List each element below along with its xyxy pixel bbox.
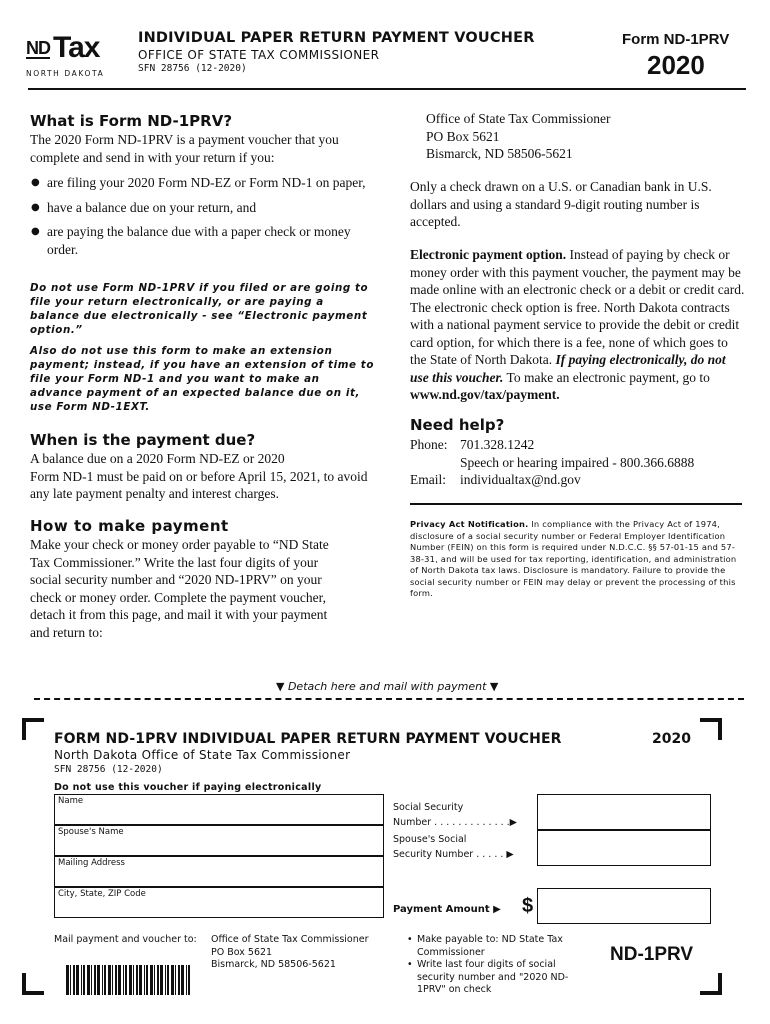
voucher-office: North Dakota Office of State Tax Commissioner [54,748,351,762]
privacy-lead: Privacy Act Notification. [410,519,529,529]
voucher-title: FORM ND-1PRV INDIVIDUAL PAPER RETURN PAYMENT VOUCHER [54,731,562,747]
office-name: OFFICE OF STATE TAX COMMISSIONER [138,48,380,62]
payment-instructions [407,934,577,997]
email-address[interactable]: individualtax@nd.gov [460,472,581,487]
list-item: ● have a balance due on your return, and [30,199,370,217]
logo-state: NORTH DAKOTA [26,69,105,78]
voucher-address-line-3: Bismarck, ND 58506-5621 [211,959,336,970]
logo-tax: Tax [53,31,100,64]
phone-label: Phone: [410,437,448,452]
city-state-zip-field[interactable] [54,887,384,918]
voucher-mail-address [211,934,369,972]
dollar-sign: $ [522,895,534,917]
nd-tax-logo [26,33,118,81]
voucher-sfn: SFN 28756 (12-2020) [54,764,163,775]
spouse-ssn-field[interactable] [537,830,711,866]
crop-mark-bottom-left [22,973,44,995]
electronic-emphasis: If paying electronically, do not use this voucher. [410,352,726,385]
when-line-2: Form ND-1 must be paid on or before April 15, 2021, to avoid any late payment penalty and interest charges. [30,468,368,501]
form-year: 2020 [647,50,705,80]
how-heading: How to make payment [30,517,229,535]
when-line-1: A balance due on a 2020 Form ND-EZ or 2020 [30,451,285,466]
mail-to-label: Mail payment and voucher to: [54,934,197,945]
help-heading: Need help? [410,416,505,434]
what-heading: What is Form ND-1PRV? [30,112,233,130]
sfn-number: SFN 28756 (12-2020) [138,63,247,74]
spouse-ssn-label-line-2: Security Number . . . . . ▶ [393,849,514,860]
address-line-2: PO Box 5621 [426,128,500,144]
when-text [30,450,370,503]
voucher-address-line-2: PO Box 5621 [211,946,273,958]
address-line-3: Bismarck, ND 58506-5621 [426,146,573,161]
electronic-warning: Do not use Form ND-1PRV if you filed or are going to file your return electronically, or are paying a balance due electronically - see “Electronic payment option.” [30,282,369,336]
privacy-text: In compliance with the Privacy Act of 1974, disclosure of a social security number or Federal Employer Identification Number (FEIN) on this form is required under N.D.C.C. §§ 57-01-15 and 57-38-31, and will be used for tax reporting, identification, and administration of North Dakota tax laws. Disclosure is mandatory. Failure to provide the social security number or FEIN may delay or prevent the processing of this form. [410,519,737,598]
what-bullet-list [30,174,370,265]
payment-amount-field[interactable] [537,888,711,924]
crop-mark-top-left [22,718,44,740]
list-item: • Make payable to: ND State Tax Commissioner [407,934,577,959]
extension-warning: Also do not use this form to make an extension payment; instead, if you have an extension of time to file your Form ND-1 and you want to make an advance payment of an expected balance due on it, use Form ND-1EXT. [30,345,375,413]
payment-amount-label: Payment Amount ▶ [393,904,501,915]
help-divider [410,503,742,505]
detach-instruction: ▼ Detach here and mail with payment ▼ [272,680,502,693]
phone-number[interactable]: 701.328.1242 [460,437,535,452]
voucher-form-number: ND-1PRV [610,944,694,965]
help-contacts [410,436,750,489]
what-intro: The 2020 Form ND-1PRV is a payment voucher that you complete and send in with your return if you: [30,132,339,165]
electronic-payment-option [410,246,745,404]
electronic-lead: Electronic payment option. [410,247,567,262]
name-label: Name [58,796,84,806]
ssn-field[interactable] [537,794,711,830]
spouse-ssn-label [393,832,514,862]
check-requirement: Only a check drawn on a U.S. or Canadian bank in U.S. dollars and using a standard 9-digit routing number is accepted. [410,179,712,229]
list-item: • Write last four digits of social security number and "2020 ND-1PRV" on check [407,959,577,997]
crop-mark-bottom-right [700,973,722,995]
form-number: Form ND-1PRV [622,31,730,48]
payment-url-link[interactable]: www.nd.gov/tax/payment. [410,387,560,402]
list-item: ● are paying the balance due with a paper check or money order. [30,223,370,258]
mailing-address [426,110,611,163]
crop-mark-top-right [700,718,722,740]
how-text: Make your check or money order payable to “ND State Tax Commissioner.” Write the last four digits of your social security number and “2020 ND-1PRV” on your check or money order. Complete the payment voucher, detach it from this page, and mail it with your payment and return to: [30,537,329,640]
form-title: INDIVIDUAL PAPER RETURN PAYMENT VOUCHER [138,30,535,46]
address-line-1: Office of State Tax Commissioner [426,111,611,126]
privacy-notice [410,519,740,600]
speech-hearing-number[interactable]: Speech or hearing impaired - 800.366.6888 [460,454,695,470]
ssn-label [393,800,517,830]
electronic-text: Instead of paying by check or money order with this payment voucher, the payment may be made online with an electronic check or a debit or credit card. The electronic check option is free. North Dakota contracts with a national payment service to provide the debit or credit card option, for which there is a fee, none of which goes to the State of North Dakota. [410,247,745,367]
electronic-tail: To make an electronic payment, go to [503,369,710,385]
barcode-icon [66,965,194,995]
ssn-label-line-1: Social Security [393,802,464,813]
mailing-address-label: Mailing Address [58,858,125,868]
list-item: ● are filing your 2020 Form ND-EZ or Form ND-1 on paper, [30,174,370,192]
name-field[interactable] [54,794,384,825]
spouse-name-field[interactable] [54,825,384,856]
logo-nd: ND [26,38,50,58]
voucher-electronic-note: Do not use this voucher if paying electronically [54,782,322,793]
spouse-ssn-label-line-1: Spouse's Social [393,834,467,845]
city-state-zip-label: City, State, ZIP Code [58,889,146,899]
header-rule [28,88,746,90]
email-label: Email: [410,472,446,487]
voucher-address-line-1: Office of State Tax Commissioner [211,934,369,945]
when-heading: When is the payment due? [30,431,256,449]
ssn-label-line-2: Number . . . . . . . . . . . . .▶ [393,817,517,828]
spouse-name-label: Spouse's Name [58,827,124,837]
voucher-year: 2020 [652,731,691,747]
mailing-address-field[interactable] [54,856,384,887]
